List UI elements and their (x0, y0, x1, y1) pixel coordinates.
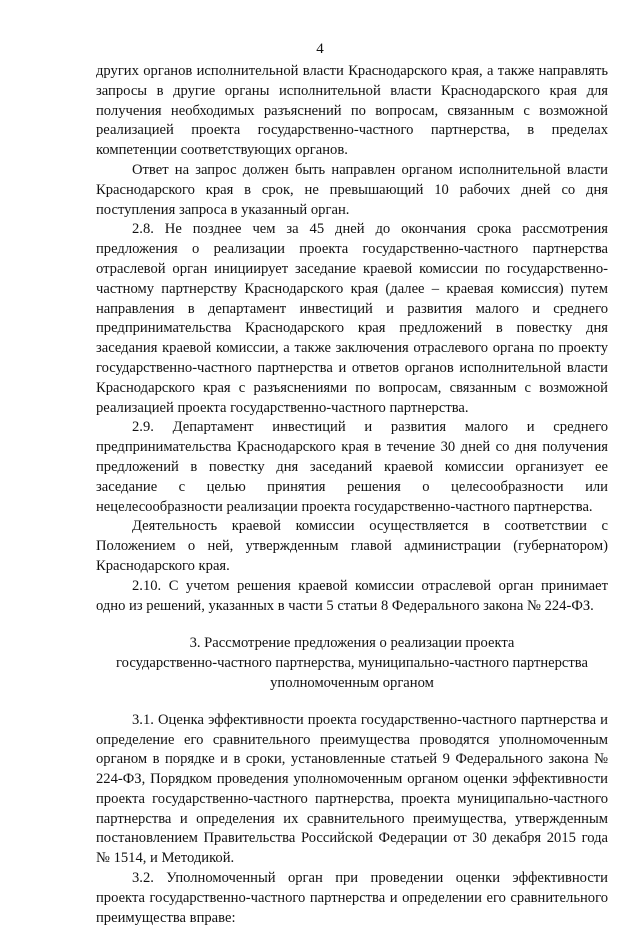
paragraph-3-1: 3.1. Оценка эффективности проекта государственно-частного партнерства и определение его сравнительного преимущества проводятся уполномоченным органом в порядке и в сроки, установленные статьей 9 Федерального закона № 224-ФЗ, Порядком проведения уполномоченным органом оценки эффективности проекта государственно-частного партнерства, проекта муниципально-частного партнерства и определения их сравнительного преимущества, утвержденным постановлением Правительства Российской Федерации от 30 декабря 2015 года № 1514, и Методикой. (96, 711, 608, 867)
section-3-heading (96, 634, 608, 693)
paragraph-2-8: 2.8. Не позднее чем за 45 дней до окончания срока рассмотрения предложения о реализации проекта государственно-частного партнерства отраслевой орган инициирует заседание краевой комиссии по государственно-частному партнерству Краснодарского края (далее – краевая комиссия) путем направления в департамент инвестиций и развития малого и среднего предпринимательства Краснодарского края предложений в повестку дня заседания краевой комиссии, а также заключения отраслевого органа по проекту государственно-частного партнерства и ответов органов исполнительной власти Краснодарского края с разъяснениями по вопросам, связанным с возможной реализацией проекта государственно-частного партнерства. (96, 221, 608, 416)
page-number: 4 (316, 41, 324, 57)
section-heading-line: 3. Рассмотрение предложения о реализации проекта (189, 635, 515, 652)
paragraph-commission-activity: Деятельность краевой комиссии осуществляется в соответствии с Положением о ней, утвержденным главой администрации (губернатором) Краснодарского края. (96, 518, 608, 574)
paragraph-2-10: 2.10. С учетом решения краевой комиссии отраслевой орган принимает одно из решений, указанных в части 5 статьи 8 Федерального закона № 224-ФЗ. (96, 577, 608, 614)
paragraph-2-9: 2.9. Департамент инвестиций и развития малого и среднего предпринимательства Краснодарского края в течение 30 дней со дня получения предложений в повестку дня заседаний краевой комиссии организует ее заседание с целью принятия решения о целесообразности или нецелесообразности реализации проекта государственно-частного партнерства. (96, 419, 608, 515)
section-heading-line: государственно-частного партнерства, муниципально-частного партнерства (116, 655, 588, 672)
paragraph-continuation: других органов исполнительной власти Краснодарского края, а также направлять запросы в другие органы исполнительной власти Краснодарского края для получения необходимых разъяснений по вопросам, связанным с возможной реализацией проекта государственно-частного партнерства, в пределах компетенции соответствующих органов. (96, 63, 608, 159)
paragraph-3-2: 3.2. Уполномоченный орган при проведении оценки эффективности проекта государственно-частного партнерства и определении его сравнительного преимущества вправе: (96, 870, 608, 926)
document-body (96, 62, 608, 928)
paragraph-response-deadline: Ответ на запрос должен быть направлен органом исполнительной власти Краснодарского края в срок, не превышающий 10 рабочих дней со дня поступления запроса в указанный орган. (96, 161, 608, 218)
section-heading-line: уполномоченным органом (270, 674, 434, 691)
